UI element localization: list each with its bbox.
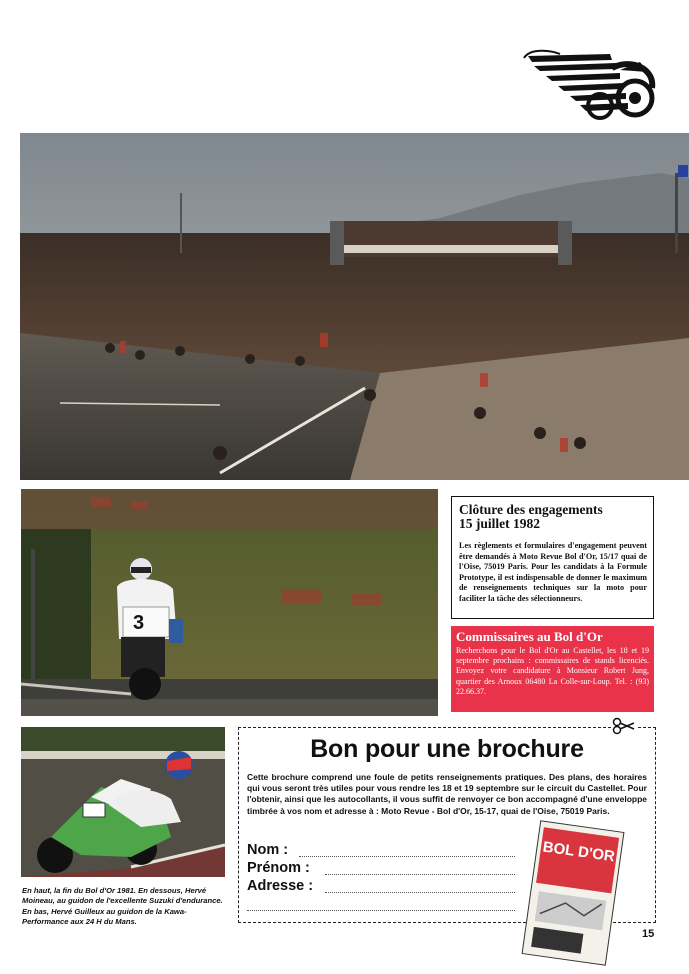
photo-bol-dor-crowd <box>20 133 689 480</box>
page-number: 15 <box>642 928 655 940</box>
cloture-text: Les règlements et formulaires d'engagement peuvent être demandés à Moto Revue Bol d'Or, 15/17 quai de l'Oise, 75019 Paris. Pour les candidats à la Formule Prototype, il est indispensable de donner le maximum de renseignements techniques sur la moto pour faciliter la tâche des sélectionneurs. <box>459 541 647 603</box>
photo-herve-moineau-suzuki <box>21 489 438 716</box>
commissaires-text: Recherchons pour le Bol d'Or au Castellet, les 18 et 19 septembre prochains : commissaires de stands licenciés. Envoyez votre candidature à Monsieur Robert Jung, quartier des Arnoux 06480 La Colle-sur-Loup. Tel. : (93) 22.66.37. <box>456 646 649 696</box>
brochure-coupon <box>238 727 656 923</box>
cloture-title-line2: 15 juillet 1982 <box>459 516 540 531</box>
coupon-title: Bon pour une brochure <box>310 735 584 763</box>
field-adresse-label: Adresse : <box>247 878 314 894</box>
field-prenom-line[interactable] <box>325 874 515 875</box>
scissors-icon <box>612 717 636 735</box>
commissaires-title: Commissaires au Bol d'Or <box>456 629 603 644</box>
field-nom-label: Nom : <box>247 842 289 858</box>
commissaires-box <box>451 626 654 712</box>
magazine-logo <box>520 48 660 122</box>
field-adresse-line-1[interactable] <box>325 892 515 893</box>
field-nom-line[interactable] <box>299 856 515 857</box>
cloture-title-line1: Clôture des engagements <box>459 502 603 517</box>
rider1-race-number: 3 <box>133 612 145 634</box>
field-adresse-line-2[interactable] <box>247 910 515 911</box>
brochure-cover-title: BOL D'OR <box>541 838 616 866</box>
photo-herve-guilleux-kawasaki <box>21 727 225 877</box>
photo-caption: En haut, la fin du Bol d'Or 1981. En dessous, Hervé Moineau, au guidon de l'excellente Suzuki d'endurance. En bas, Hervé Guilleux au guidon de la Kawa-Performance aux 24 H du Mans. <box>22 886 223 926</box>
cloture-title <box>459 503 647 531</box>
cloture-engagements-box <box>451 496 654 619</box>
brochure-cover-image <box>517 818 629 968</box>
field-prenom-label: Prénom : <box>247 860 310 876</box>
coupon-text: Cette brochure comprend une foule de petits renseignements pratiques. Des plans, des horaires qui vous seront très utiles pour vous rendre les 18 et 19 septembre sur le circuit du Castellet. Pour l'obtenir, ainsi que les autocollants, il vous suffit de renvoyer ce bon accompagné d'une enveloppe timbrée à vos nom et adresse à : Moto Revue - Bol d'Or, 15-17, quai de l'Oise, 75019 Paris. <box>247 772 647 816</box>
